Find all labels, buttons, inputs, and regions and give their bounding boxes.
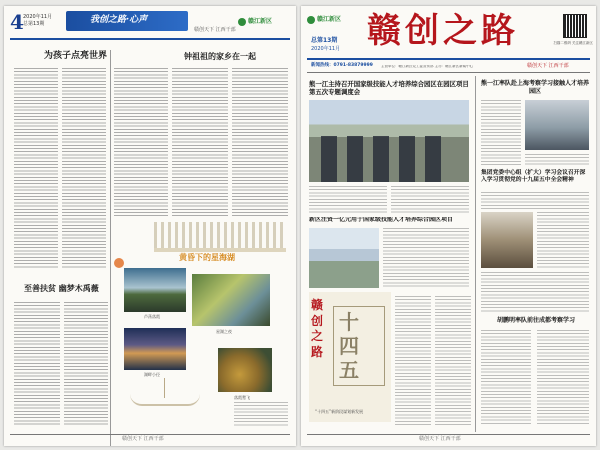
headline1-body <box>391 186 469 214</box>
article2-body <box>232 68 288 218</box>
footer-rule <box>10 434 290 435</box>
headline5-body <box>537 330 589 426</box>
headline2-body <box>481 100 521 166</box>
article3-title: 至善扶贫 幽梦木禹薇 <box>24 283 99 293</box>
column-divider <box>475 76 476 432</box>
headline-4: 集团党委中心组（扩大）学习会议召开深入学习贯彻党的十九届五中全会精神 <box>481 170 586 184</box>
ticker-line: 主管单位：赣江新区党工委宣传部 主办：赣江新区新闻中心 <box>381 65 474 68</box>
headline3-body <box>383 228 469 288</box>
article3-body <box>14 302 60 427</box>
qr-code-icon <box>563 14 587 38</box>
headline-2: 熊一江率队赴上海考察学习接触人才培养园区 <box>481 80 590 95</box>
issue-number: 总第13期 <box>311 37 338 44</box>
headline-1: 熊一江主持召开国家级技能人才培养综合园区在园区项目第五次专题调度会 <box>309 80 469 96</box>
headline4-body <box>537 212 589 268</box>
brand-logo-text: 赣江新区 <box>317 16 342 23</box>
campus-rendering <box>309 228 379 288</box>
hotline-rule <box>307 72 590 73</box>
headline2-body <box>525 154 589 166</box>
left-page <box>4 6 296 446</box>
feature-body <box>395 296 431 426</box>
article2-title: 钟祖祖的家乡在一起 <box>184 51 256 61</box>
feature-title: 黄昏下的星海湖 <box>179 252 235 262</box>
column-divider <box>110 50 111 446</box>
article2-tail <box>234 402 288 426</box>
headline5-body <box>481 330 531 426</box>
right-page <box>301 6 596 446</box>
qr-caption: 扫描二维码 关注赣江新区 <box>553 41 593 45</box>
article3-body <box>64 302 108 427</box>
masthead-rule <box>307 58 590 60</box>
footer-slogan: 赣创天下 江西干部 <box>122 436 164 442</box>
skyline-illustration <box>154 222 286 252</box>
brand-logo-icon <box>307 16 315 24</box>
news-hotline: 新闻热线：0791-83879999 <box>311 63 373 68</box>
footer-slogan: 赣创天下 江西干部 <box>419 436 461 442</box>
boat-illustration <box>130 394 200 406</box>
slogan-badge: 赣创天下 江西干部 <box>527 63 569 69</box>
photo-caption: 星湖之夜 <box>216 329 232 334</box>
headline-3: 新区注资一亿元用于国家级技能人才培养综合园区项目 <box>309 217 454 223</box>
moon-icon <box>114 258 124 268</box>
feature-side-title: 赣创之路 <box>311 298 324 359</box>
headline1-body <box>309 186 387 214</box>
photo-caption: 落霞鹜飞 <box>234 395 250 400</box>
lake-photo-3 <box>124 328 186 370</box>
lake-photo-2 <box>192 274 270 326</box>
headline4-body <box>481 192 589 210</box>
article1-body <box>62 68 106 268</box>
headline4-body <box>481 272 589 312</box>
visit-photo <box>525 100 589 150</box>
article2-body <box>172 68 228 218</box>
article1-title: 为孩子点亮世界 <box>44 51 108 61</box>
lake-photo-4 <box>218 348 272 392</box>
footer-rule <box>307 434 590 435</box>
lake-photo-1 <box>124 268 186 312</box>
date-line: 2020年11月 <box>23 14 53 20</box>
photo-caption: 湖畔小径 <box>144 372 160 377</box>
article2-body <box>114 68 168 218</box>
feature-big-text: 十四五 <box>339 310 359 382</box>
header-rule <box>10 38 290 40</box>
officials-group <box>321 136 441 182</box>
brand-logo-icon <box>238 18 246 26</box>
masthead: 赣创之路 <box>367 11 519 51</box>
feature-body <box>435 296 471 426</box>
section-banner-label: 我创之路·心声 <box>90 15 148 25</box>
headline-5: 胡鹏明率队前往成都考察学习 <box>497 317 576 324</box>
issue-date: 2020年11月 <box>311 46 341 52</box>
photo-caption: 芦荡落霞 <box>144 314 160 319</box>
article1-body <box>14 68 58 268</box>
study-meeting-photo <box>481 212 533 268</box>
boat-mast <box>164 378 165 398</box>
header-slogan: 赣创天下 江西干部 <box>194 27 236 33</box>
feature-caption: “十四五”新阶段谋划新发展 <box>315 409 364 414</box>
page-number: 4 <box>10 10 24 34</box>
issue-line: 总第13期 <box>23 21 45 27</box>
brand-logo-text: 赣江新区 <box>248 18 273 25</box>
